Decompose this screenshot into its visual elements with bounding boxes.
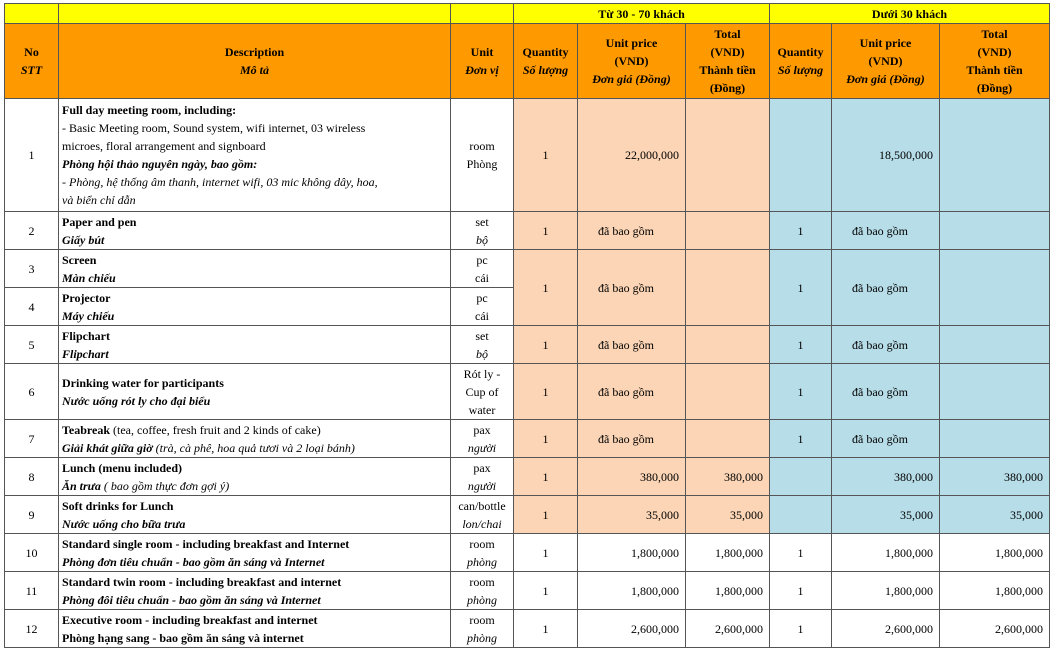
row-unit: can/bottle lon/chai	[451, 496, 514, 534]
row-no: 7	[5, 420, 59, 458]
total-1	[686, 420, 770, 458]
qty-1: 1	[514, 496, 578, 534]
col-quantity-2: Quantity Số lượng	[770, 24, 832, 99]
col-description: Description Mô tả	[59, 24, 451, 99]
row-unit: pax người	[451, 458, 514, 496]
price-2: 18,500,000	[832, 99, 940, 212]
price-2: 2,600,000	[832, 610, 940, 648]
price-1: đã bao gồm	[578, 212, 686, 250]
qty-1: 1	[514, 212, 578, 250]
row-no: 6	[5, 364, 59, 420]
row-unit: room phòng	[451, 572, 514, 610]
table-row	[5, 572, 1050, 610]
total-2	[940, 99, 1050, 212]
qty-1: 1	[514, 250, 578, 326]
total-1	[686, 364, 770, 420]
qty-2: 1	[770, 572, 832, 610]
row-description: Standard twin room - including breakfast and internet Phòng đôi tiêu chuẩn - bao gồm ăn sáng và Internet	[59, 572, 451, 610]
col-unit-price-1: Unit price (VND) Đơn giá (Đồng)	[578, 24, 686, 99]
row-no: 5	[5, 326, 59, 364]
row-no: 4	[5, 288, 59, 326]
col-unit: Unit Đơn vị	[451, 24, 514, 99]
table-row	[5, 610, 1050, 648]
qty-2: 1	[770, 212, 832, 250]
qty-2: 1	[770, 364, 832, 420]
table-row	[5, 364, 1050, 420]
qty-2: 1	[770, 420, 832, 458]
row-description: Standard single room - including breakfast and Internet Phòng đơn tiêu chuẩn - bao gồm ăn sáng và Internet	[59, 534, 451, 572]
total-1	[686, 326, 770, 364]
table-row	[5, 534, 1050, 572]
qty-1: 1	[514, 420, 578, 458]
table-row	[5, 496, 1050, 534]
col-no: No STT	[5, 24, 59, 99]
qty-1: 1	[514, 99, 578, 212]
qty-2: 1	[770, 610, 832, 648]
table-row	[5, 212, 1050, 250]
col-total-2: Total (VND) Thành tiền (Đồng)	[940, 24, 1050, 99]
quotation-table	[4, 3, 1050, 648]
price-1: 1,800,000	[578, 534, 686, 572]
price-1: đã bao gồm	[578, 364, 686, 420]
total-2	[940, 250, 1050, 326]
row-description: Executive room - including breakfast and internet Phòng hạng sang - bao gồm ăn sáng và internet	[59, 610, 451, 648]
qty-1: 1	[514, 326, 578, 364]
total-2	[940, 212, 1050, 250]
qty-1: 1	[514, 458, 578, 496]
table-row	[5, 250, 1050, 288]
total-1: 1,800,000	[686, 572, 770, 610]
row-unit: pc cái	[451, 250, 514, 288]
table-row	[5, 326, 1050, 364]
total-2	[940, 420, 1050, 458]
header-spacer	[59, 4, 451, 24]
price-2: 1,800,000	[832, 572, 940, 610]
qty-1: 1	[514, 610, 578, 648]
price-2: đã bao gồm	[832, 250, 940, 326]
price-1: đã bao gồm	[578, 420, 686, 458]
row-no: 2	[5, 212, 59, 250]
total-2: 2,600,000	[940, 610, 1050, 648]
row-unit: room phòng	[451, 534, 514, 572]
row-description: Full day meeting room, including: - Basic Meeting room, Sound system, wifi internet, 03 wireless microes, floral arrangement and signboard Phòng hội thảo nguyên ngày, bao gồm: - Phòng, hệ thống âm thanh, internet wifi, 03 mic không dây, hoa, và biển chỉ dẫn	[59, 99, 451, 212]
row-no: 10	[5, 534, 59, 572]
row-description: Drinking water for participants Nước uống rót ly cho đại biểu	[59, 364, 451, 420]
row-no: 9	[5, 496, 59, 534]
price-2: 380,000	[832, 458, 940, 496]
total-2: 1,800,000	[940, 534, 1050, 572]
qty-2	[770, 496, 832, 534]
price-2: đã bao gồm	[832, 420, 940, 458]
row-description: Soft drinks for Lunch Nước uống cho bữa trưa	[59, 496, 451, 534]
total-2: 35,000	[940, 496, 1050, 534]
row-unit: room Phòng	[451, 99, 514, 212]
row-no: 8	[5, 458, 59, 496]
col-unit-price-2: Unit price (VND) Đơn giá (Đồng)	[832, 24, 940, 99]
row-description: Flipchart Flipchart	[59, 326, 451, 364]
row-description: Teabreak (tea, coffee, fresh fruit and 2 kinds of cake) Giải khát giữa giờ (trà, cà phê, hoa quả tươi và 2 loại bánh)	[59, 420, 451, 458]
total-1: 1,800,000	[686, 534, 770, 572]
row-description: Lunch (menu included) Ăn trưa ( bao gồm thực đơn gợi ý)	[59, 458, 451, 496]
col-quantity-1: Quantity Số lượng	[514, 24, 578, 99]
total-1: 35,000	[686, 496, 770, 534]
total-2	[940, 364, 1050, 420]
qty-1: 1	[514, 534, 578, 572]
price-2: đã bao gồm	[832, 326, 940, 364]
price-2: đã bao gồm	[832, 364, 940, 420]
price-1: 2,600,000	[578, 610, 686, 648]
total-1: 380,000	[686, 458, 770, 496]
price-1: 22,000,000	[578, 99, 686, 212]
row-no: 3	[5, 250, 59, 288]
price-2: 1,800,000	[832, 534, 940, 572]
table-row	[5, 420, 1050, 458]
group-30-70: Từ 30 - 70 khách	[514, 4, 770, 24]
row-unit: Rót ly - Cup of water	[451, 364, 514, 420]
row-unit: pax người	[451, 420, 514, 458]
header-spacer	[5, 4, 59, 24]
price-1: đã bao gồm	[578, 250, 686, 326]
total-1: 2,600,000	[686, 610, 770, 648]
row-unit: set bộ	[451, 326, 514, 364]
row-no: 11	[5, 572, 59, 610]
price-1: 35,000	[578, 496, 686, 534]
group-under-30: Dưới 30 khách	[770, 4, 1050, 24]
qty-1: 1	[514, 572, 578, 610]
header-spacer	[451, 4, 514, 24]
qty-2: 1	[770, 250, 832, 326]
qty-2: 1	[770, 326, 832, 364]
total-2	[940, 326, 1050, 364]
total-1	[686, 250, 770, 326]
total-1	[686, 212, 770, 250]
table-row	[5, 458, 1050, 496]
qty-2: 1	[770, 534, 832, 572]
col-total-1: Total (VND) Thành tiền (Đồng)	[686, 24, 770, 99]
row-unit: pc cái	[451, 288, 514, 326]
row-no: 1	[5, 99, 59, 212]
price-2: đã bao gồm	[832, 212, 940, 250]
total-1	[686, 99, 770, 212]
qty-2	[770, 458, 832, 496]
row-unit: set bộ	[451, 212, 514, 250]
row-unit: room phòng	[451, 610, 514, 648]
total-2: 1,800,000	[940, 572, 1050, 610]
price-1: 380,000	[578, 458, 686, 496]
price-1: đã bao gồm	[578, 326, 686, 364]
price-1: 1,800,000	[578, 572, 686, 610]
total-2: 380,000	[940, 458, 1050, 496]
row-description: Paper and pen Giấy bút	[59, 212, 451, 250]
row-description: Projector Máy chiếu	[59, 288, 451, 326]
row-description: Screen Màn chiếu	[59, 250, 451, 288]
qty-2	[770, 99, 832, 212]
qty-1: 1	[514, 364, 578, 420]
price-2: 35,000	[832, 496, 940, 534]
row-no: 12	[5, 610, 59, 648]
table-row	[5, 99, 1050, 212]
